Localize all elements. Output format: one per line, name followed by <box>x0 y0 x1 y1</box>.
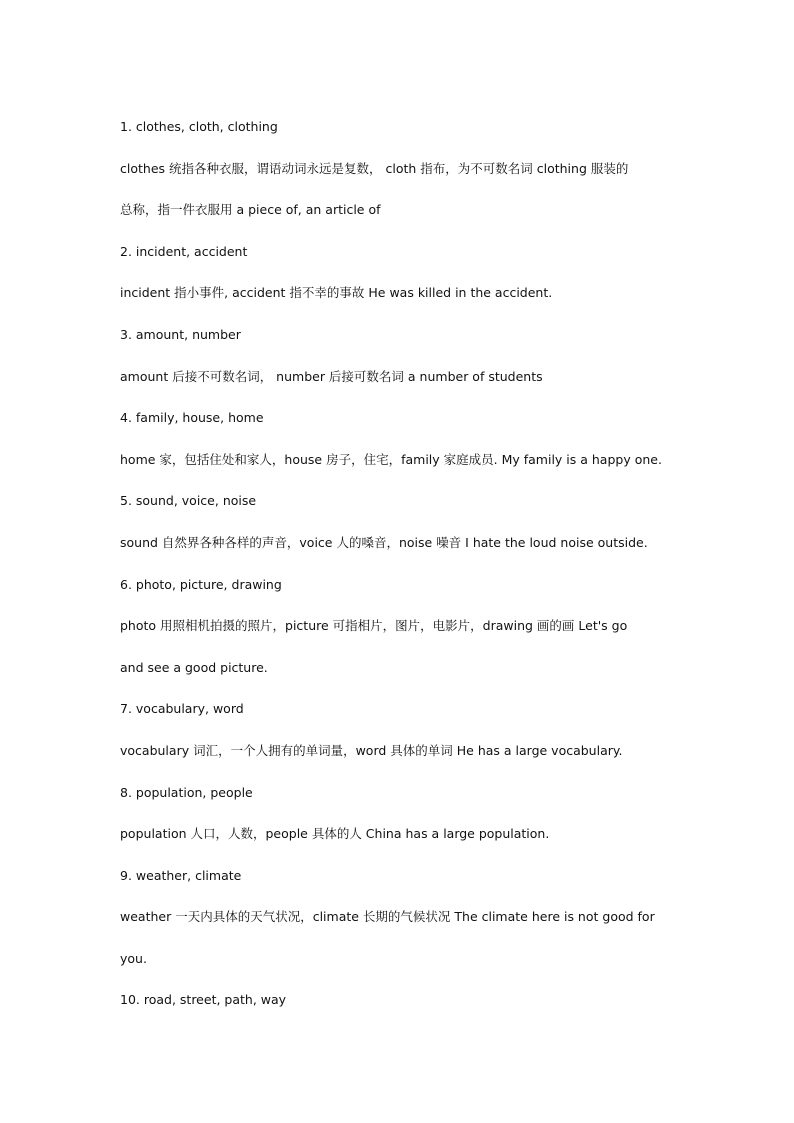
entry-3 <box>120 314 680 397</box>
entry-heading: 8. population, people <box>120 784 253 800</box>
entry-explanation: amount 后接不可数名词， number 后接可数名词 a number of students <box>120 368 543 384</box>
entry-heading: 6. photo, picture, drawing <box>120 576 282 592</box>
entry-explanation: clothes 统指各种衣服，谓语动词永远是复数， cloth 指布，为不可数名词 clothing 服装的 <box>120 160 629 176</box>
entry-heading: 4. family, house, home <box>120 410 264 426</box>
entry-explanation: weather 一天内具体的天气状况，climate 长期的气候状况 The climate here is not good for <box>120 909 655 925</box>
entry-explanation: you. <box>120 950 147 966</box>
entry-explanation: vocabulary 词汇，一个人拥有的单词量，word 具体的单词 He has a large vocabulary. <box>120 742 623 758</box>
entry-8 <box>120 772 680 855</box>
entry-heading: 10. road, street, path, way <box>120 992 287 1008</box>
entry-explanation: incident 指小事件, accident 指不幸的事故 He was killed in the accident. <box>120 285 553 301</box>
entry-2 <box>120 231 680 314</box>
entry-1 <box>120 106 680 231</box>
entry-6 <box>120 564 680 689</box>
entry-explanation: home 家，包括住处和家人，house 房子，住宅，family 家庭成员. My family is a happy one. <box>120 451 662 467</box>
entry-heading: 3. amount, number <box>120 326 241 342</box>
entry-heading: 9. weather, climate <box>120 867 242 883</box>
entry-explanation: photo 用照相机拍摄的照片，picture 可指相片，图片，电影片，drawing 画的画 Let's go <box>120 618 628 634</box>
entry-4 <box>120 397 680 480</box>
entry-10 <box>120 979 680 1021</box>
entry-7 <box>120 688 680 771</box>
entry-explanation: and see a good picture. <box>120 659 268 675</box>
entry-explanation: population 人口，人数，people 具体的人 China has a large population. <box>120 826 550 842</box>
entry-heading: 7. vocabulary, word <box>120 701 244 717</box>
entry-explanation: sound 自然界各种各样的声音，voice 人的嗓音，noise 噪音 I hate the loud noise outside. <box>120 534 648 550</box>
entry-explanation: 总称，指一件衣服用 a piece of, an article of <box>120 202 381 218</box>
entry-9 <box>120 855 680 980</box>
entry-heading: 2. incident, accident <box>120 243 248 259</box>
entry-5 <box>120 480 680 563</box>
entry-heading: 5. sound, voice, noise <box>120 493 257 509</box>
vocabulary-distinction-list <box>120 106 680 1021</box>
entry-heading: 1. clothes, cloth, clothing <box>120 119 278 134</box>
